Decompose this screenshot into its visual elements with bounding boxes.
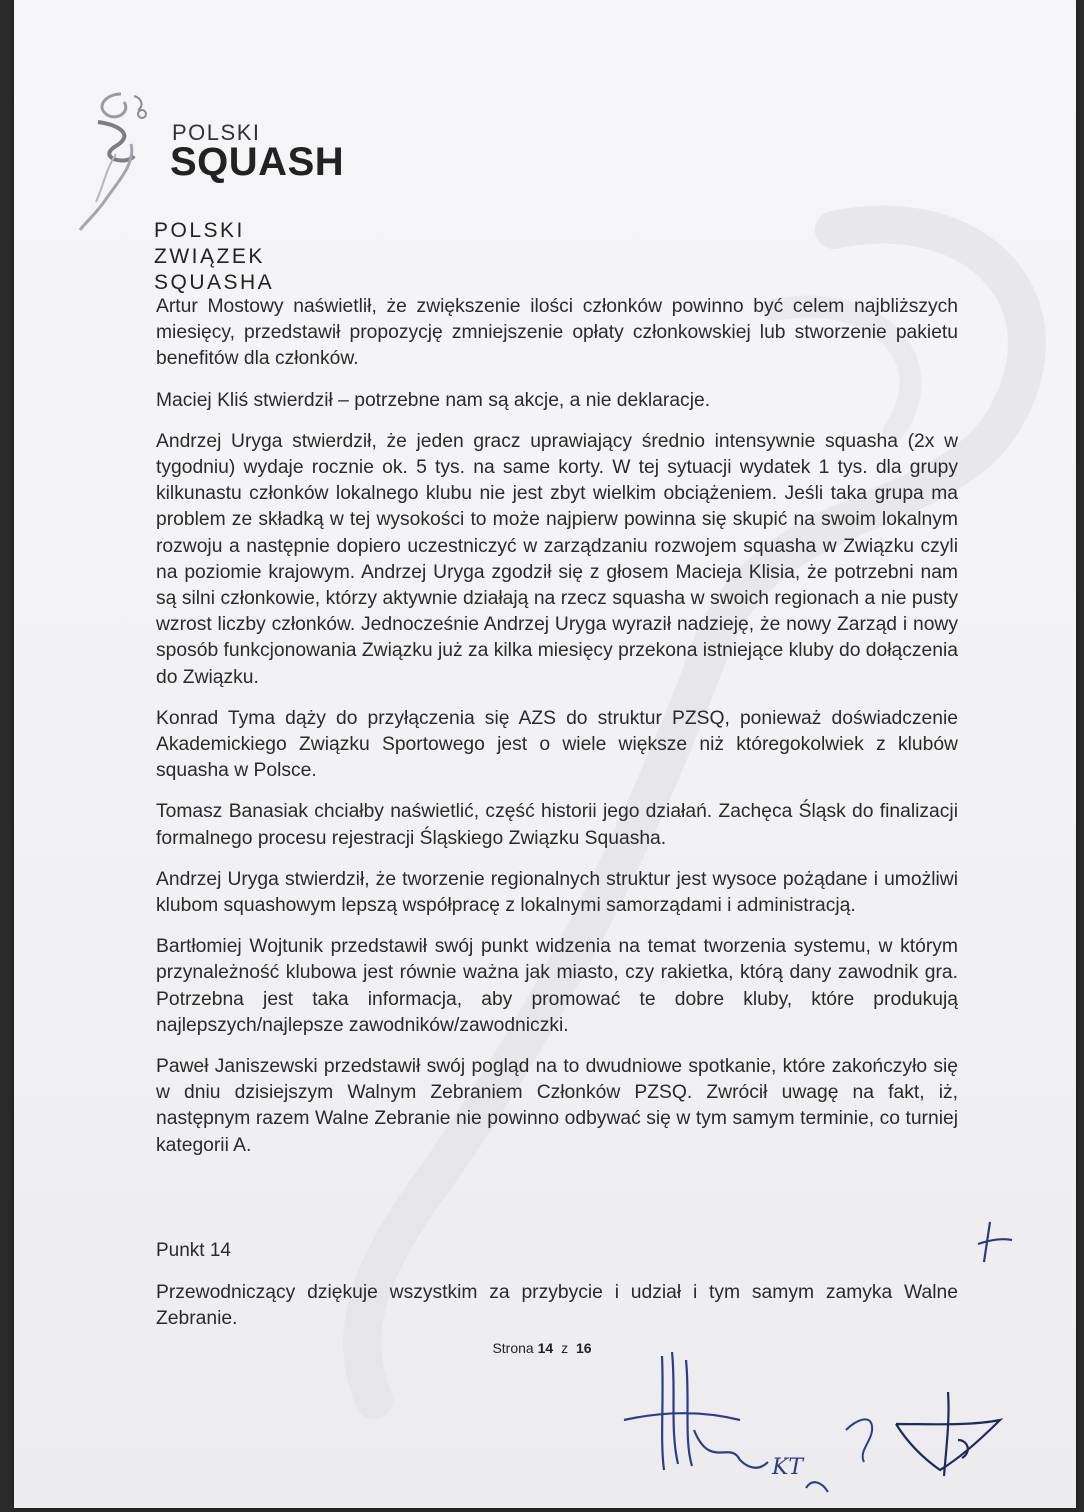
paragraph: Bartłomiej Wojtunik przedstawił swój punkt widzenia na temat tworzenia systemu, w którym przynależność klubowa jest równie ważna jak miasto, czy rakietka, którą dany zawodnik gra. Potrzebna jest taka informacja, aby promować te dobre kluby, które produkują najlepszych/najlepsze zawodników/zawodniczki.: [156, 936, 958, 1036]
footer-prefix: Strona: [492, 1340, 534, 1356]
page-number-footer: [0, 1340, 1084, 1356]
paragraph: Paweł Janiszewski przedstawił swój pogląd na to dwudniowe spotkanie, które zakończyło się w dniu dzisiejszym Walnym Zebraniem Członków PZSQ. Zwrócił uwagę na fakt, iż, następnym razem Walne Zebranie nie powinno odbywać się w tym samym terminie, co turniej kategorii A.: [156, 1056, 958, 1156]
closing-paragraph: Przewodniczący dziękuje wszystkim za przybycie i udział i tym samym zamyka Walne Zebranie.: [156, 1282, 958, 1330]
paragraph: Maciej Kliś stwierdził – potrzebne nam są akcje, a nie deklaracje.: [156, 389, 711, 411]
footer-current-page: 14: [537, 1340, 554, 1356]
section-heading: Punkt 14: [156, 1240, 231, 1261]
organization-name: [154, 218, 274, 296]
paragraph: Artur Mostowy naświetlił, że zwiększenie ilości członków powinno być celem najbliższych miesięcy, przedstawił propozycję zmniejszenie opłaty członkowskiej lub stworzenie pakietu benefitów dla członków.: [156, 296, 958, 370]
org-line-3: SQUASHA: [154, 271, 275, 294]
footer-separator: z: [561, 1340, 569, 1356]
org-line-1: POLSKI: [154, 219, 245, 242]
paragraph: Andrzej Uryga stwierdził, że jeden gracz uprawiający średnio intensywnie squasha (2x w tygodniu) wydaje rocznie ok. 5 tys. na same korty. W tej sytuacji wydatek 1 tys. dla grupy kilkunastu członków lokalnego klubu nie jest zbyt wielkim obciążeniem. Jeśli taka grupa ma problem ze składką w tej wysokości to może najpierw powinna się skupić na swoim lokalnym rozwoju a następnie dopiero uczestniczyć w zarządzaniu rozwojem squasha w Związku czyli na poziomie krajowym. Andrzej Uryga zgodził się z głosem Macieja Klisia, że potrzebni nam są silni członkowie, którzy aktywnie działają na rzecz squasha w swoich regionach a nie pusty wzrost liczby członków. Jednocześnie Andrzej Uryga wyraził nadzieję, że nowy Zarząd i nowy sposób funkcjonowania Związku już za kilka miesięcy przekona istniejące kluby do dołączenia do Związku.: [156, 430, 958, 688]
paragraph: Tomasz Banasiak chciałby naświetlić, część historii jego działań. Zachęca Śląsk do finalizacji formalnego procesu rejestracji Śląskiego Związku Squasha.: [156, 801, 958, 849]
logo-text-squash: SQUASH: [170, 140, 345, 184]
paragraph: Andrzej Uryga stwierdził, że tworzenie regionalnych struktur jest wysoce pożądane i umożliwi klubom squashowym lepszą współpracę z lokalnymi samorządami i administracją.: [156, 868, 958, 917]
footer-total-pages: 16: [575, 1340, 592, 1356]
logo-text-polski: POLSKI: [172, 120, 261, 145]
paragraph: Konrad Tyma dąży do przyłączenia się AZS do struktur PZSQ, ponieważ doświadczenie Akademickiego Związku Sportowego jest o wiele większe niż któregokolwiek z klubów squasha w Polsce.: [156, 707, 958, 782]
org-line-2: ZWIĄZEK: [154, 245, 265, 268]
squash-player-logo-icon: [76, 84, 166, 234]
minutes-body: [156, 294, 958, 1174]
signature-initials: KT: [772, 1455, 804, 1480]
document-page: [14, 0, 1076, 1508]
